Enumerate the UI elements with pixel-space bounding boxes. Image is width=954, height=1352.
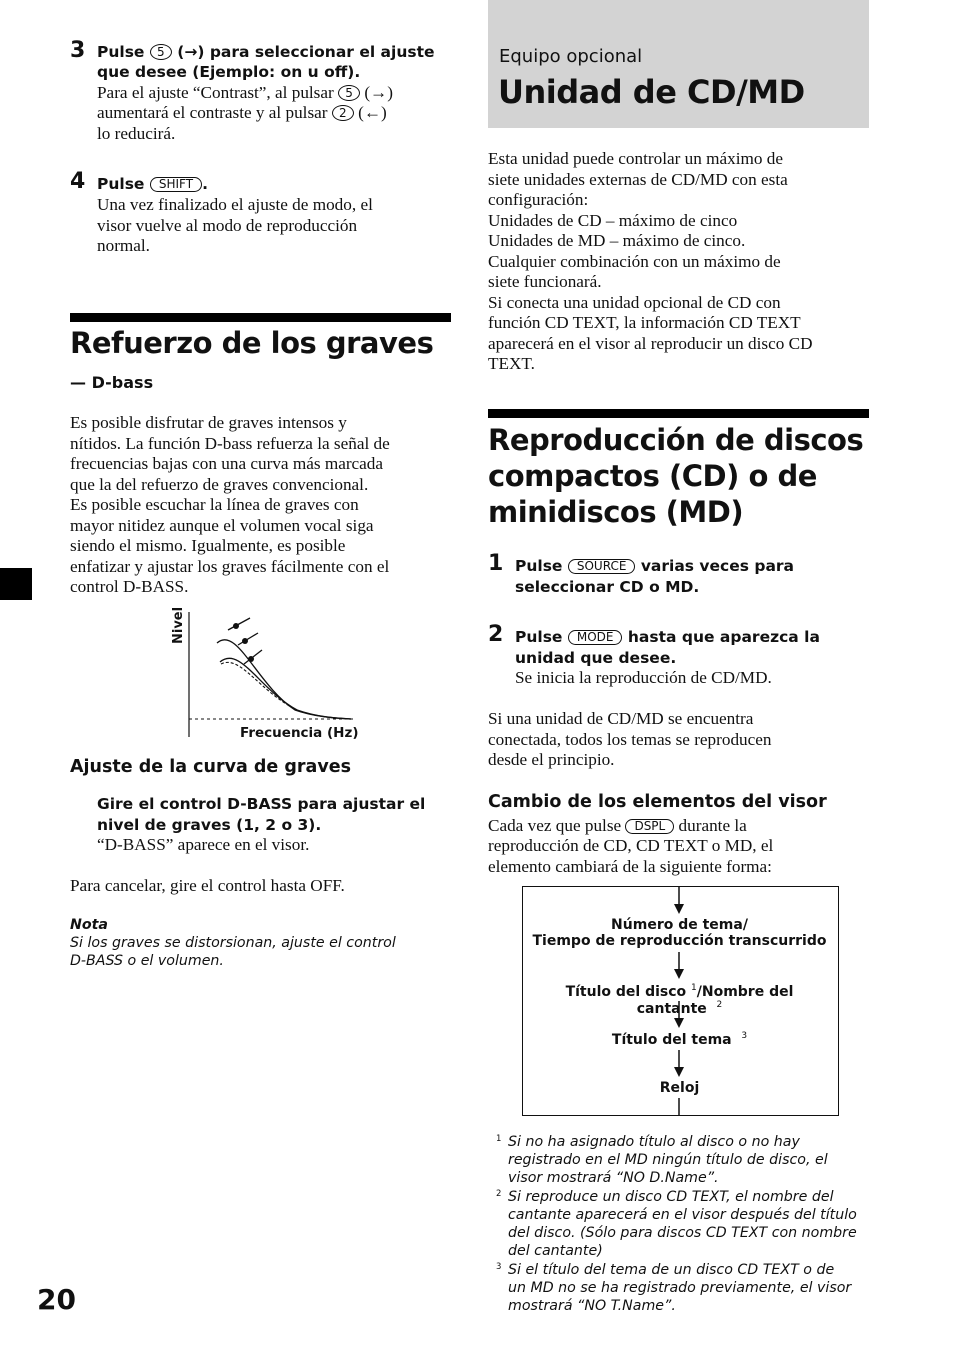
curve-1 <box>217 640 351 719</box>
chapter-kicker: Equipo opcional <box>499 46 643 67</box>
step-instruction-line2: que desee (Ejemplo: on u off). <box>97 63 361 81</box>
display-body-line1: Cada vez que pulse DSPL durante la <box>488 816 747 835</box>
step-instruction: Pulse MODE hasta que aparezca la <box>515 628 820 646</box>
curve-cancel: Para cancelar, gire el control hasta OFF. <box>70 876 345 895</box>
step-instruction: Pulse SHIFT . <box>97 175 208 193</box>
arrow-head-icon <box>674 969 684 979</box>
curve-2 <box>220 658 351 719</box>
intro-body: Esta unidad puede controlar un máximo de siete unidades externas de CD/MD con esta configuración: Unidades de CD – máximo de cinco Unidades de MD – máximo de cinco. Cualquier combinación con un máximo de siete funcionará. Si conecta una unidad opcional de CD con función CD TEXT, la información CD TEXT aparecerá en el visor al reproducir un disco CD TEXT. <box>488 149 813 373</box>
arrow-head-icon <box>674 1067 684 1077</box>
section-rule <box>70 313 451 322</box>
x-axis-label: Frecuencia (Hz) <box>240 725 359 741</box>
chapter-title: Unidad de CD/MD <box>498 73 805 111</box>
key-2: 2 <box>332 105 354 121</box>
section-rule <box>488 409 869 418</box>
flow-item-clock: Reloj <box>659 1080 700 1096</box>
arrow-head-icon <box>674 1018 684 1028</box>
flow-item-track-time: Número de tema/ Tiempo de reproducción transcurrido <box>532 917 827 949</box>
display-body-line3: elemento cambiará de la siguiente forma: <box>488 857 772 876</box>
curve-result: “D-BASS” aparece en el visor. <box>97 835 310 854</box>
step-number: 3 <box>70 38 86 63</box>
footnote-3: Si el título del tema de un disco CD TEXT o de un MD no se ha registrado previamente, el visor mostrará “NO T.Name”. <box>508 1262 852 1314</box>
step-instruction: Pulse SOURCE varias veces para <box>515 557 795 575</box>
display-body-line2: reproducción de CD, CD TEXT o MD, el <box>488 836 774 855</box>
step-number: 4 <box>70 169 86 194</box>
step-body-line3: lo reducirá. <box>97 124 176 143</box>
display-section-title: Cambio de los elementos del visor <box>488 792 827 812</box>
key-dspl: DSPL <box>625 819 674 834</box>
dbass-body: Es posible disfrutar de graves intensos y nítidos. La función D-bass refuerza la señal de frecuencias bajas con una curva más marcada que la del refuerzo de graves convencional. Es posible escuchar la línea de graves con mayor nitidez aunque el volumen vocal siga siendo el mismo. Igualmente, es posible enfatizar y ajustar los graves fácilmente con el control D-BASS. <box>70 413 390 596</box>
y-axis-label: Nivel <box>171 606 186 644</box>
step-body: Se inicia la reproducción de CD/MD. <box>515 668 772 687</box>
flow-item-disc-artist: Título del disco $^1$/Nombre del cantante $^2$ <box>565 983 794 1017</box>
step-number: 2 <box>488 622 504 647</box>
step-body-line2: aumentará el contraste y al pulsar 2 (←) <box>97 103 387 122</box>
flow-item-track-title: Título del tema $^3$ <box>611 1031 748 1048</box>
curve-section-title: Ajuste de la curva de graves <box>70 757 352 777</box>
footnote-mark: 3 <box>496 1262 502 1272</box>
note-body: Si los graves se distorsionan, ajuste el control D-BASS o el volumen. <box>70 935 396 969</box>
curve-instruction: Gire el control D-BASS para ajustar el nivel de graves (1, 2 o 3). <box>97 795 426 834</box>
footnote-mark: 2 <box>496 1189 502 1199</box>
chapter-header-box <box>488 0 869 128</box>
key-5: 5 <box>338 85 360 101</box>
step-number: 1 <box>488 551 504 576</box>
key-shift: SHIFT <box>150 177 202 192</box>
arrow-head-icon <box>674 904 684 914</box>
play-after: Si una unidad de CD/MD se encuentra conectada, todos los temas se reproducen desde el principio. <box>488 709 772 769</box>
footnote-2: Si reproduce un disco CD TEXT, el nombre del cantante aparecerá en el visor después del título del disco. (Sólo para discos CD TEXT con nombre del cantante) <box>508 1189 857 1259</box>
knob-indicator-2 <box>238 633 258 645</box>
knob-indicator-1 <box>228 618 250 630</box>
section-title-dbass: Refuerzo de los graves <box>70 326 434 360</box>
section-subtitle: — D-bass <box>70 373 154 392</box>
step-instruction: Pulse 5 (→) para seleccionar el ajuste <box>97 43 435 61</box>
key-mode: MODE <box>568 630 623 645</box>
step-body: Una vez finalizado el ajuste de modo, el visor vuelve al modo de reproducción normal. <box>97 195 373 255</box>
knob-dot-3 <box>248 656 254 662</box>
key-5: 5 <box>150 44 172 60</box>
section-title-play: Reproducción de discos compactos (CD) o de minidiscos (MD) <box>488 423 864 529</box>
curve-3 <box>221 662 351 719</box>
step-instruction-line2: unidad que desee. <box>515 649 677 667</box>
footnote-mark: 1 <box>496 1134 502 1144</box>
note-title: Nota <box>70 917 108 933</box>
page-number: 20 <box>37 1283 76 1316</box>
step-instruction-line2: seleccionar CD o MD. <box>515 578 700 596</box>
key-source: SOURCE <box>568 559 636 574</box>
section-tab-marker <box>0 568 32 600</box>
knob-dot-1 <box>233 623 239 629</box>
knob-dot-2 <box>242 638 248 644</box>
footnote-1: Si no ha asignado título al disco o no hay registrado en el MD ningún título de disco, el visor mostrará “NO D.Name”. <box>508 1134 828 1186</box>
step-body-line1: Para el ajuste “Contrast”, al pulsar 5 (→) <box>97 83 393 102</box>
